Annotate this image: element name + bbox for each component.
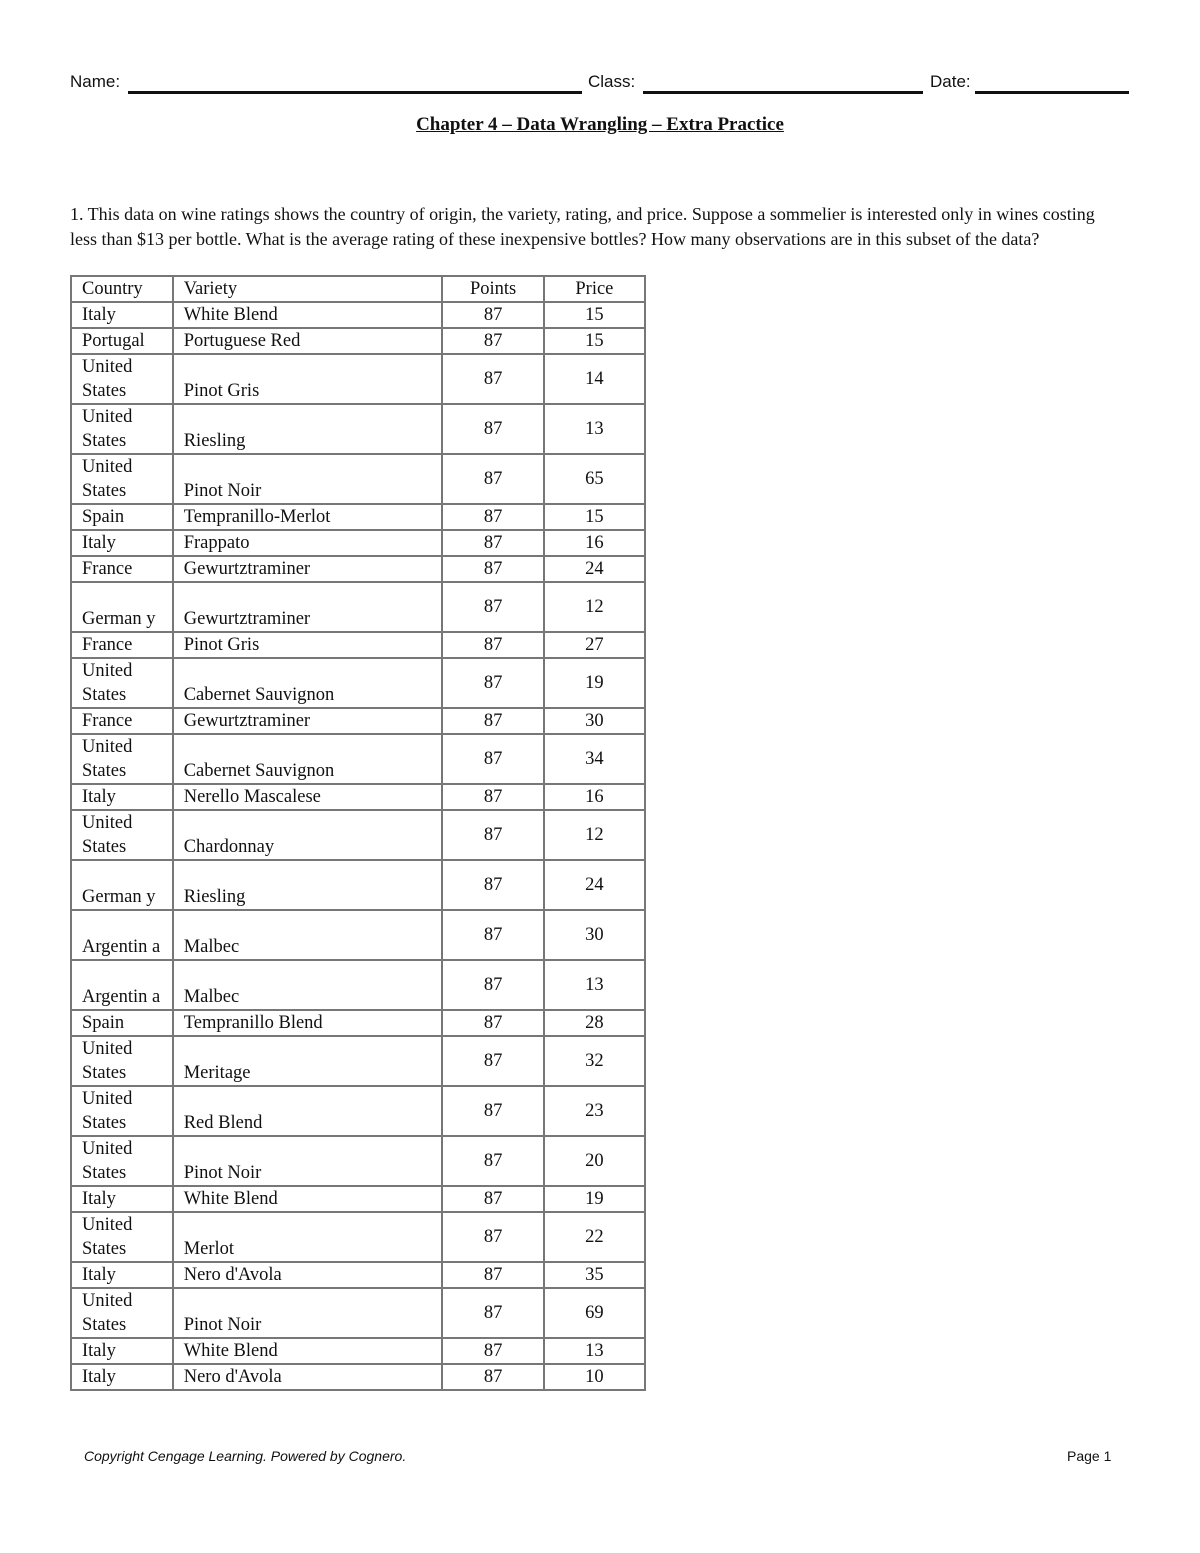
column-header-variety: Variety: [173, 276, 443, 302]
cell-points: 87: [442, 708, 543, 734]
table-header-row: [71, 276, 645, 302]
cell-variety: Chardonnay: [173, 810, 443, 860]
cell-country: United States: [71, 658, 173, 708]
table-row: [71, 1364, 645, 1390]
cell-points: 87: [442, 1262, 543, 1288]
cell-price: 13: [544, 404, 645, 454]
cell-points: 87: [442, 1136, 543, 1186]
cell-price: 15: [544, 302, 645, 328]
cell-price: 24: [544, 556, 645, 582]
cell-price: 23: [544, 1086, 645, 1136]
table-row: [71, 910, 645, 960]
cell-points: 87: [442, 860, 543, 910]
cell-points: 87: [442, 1036, 543, 1086]
cell-variety: Portuguese Red: [173, 328, 443, 354]
cell-points: 87: [442, 404, 543, 454]
cell-country: Italy: [71, 1338, 173, 1364]
cell-variety: Red Blend: [173, 1086, 443, 1136]
cell-country: Italy: [71, 530, 173, 556]
cell-variety: Pinot Gris: [173, 354, 443, 404]
cell-country: Italy: [71, 1262, 173, 1288]
cell-variety: Tempranillo Blend: [173, 1010, 443, 1036]
table-row: [71, 328, 645, 354]
cell-price: 14: [544, 354, 645, 404]
cell-variety: Gewurtztraminer: [173, 582, 443, 632]
cell-country: United States: [71, 354, 173, 404]
cell-variety: Pinot Gris: [173, 632, 443, 658]
cell-price: 13: [544, 1338, 645, 1364]
cell-points: 87: [442, 1288, 543, 1338]
table-row: [71, 1036, 645, 1086]
cell-price: 32: [544, 1036, 645, 1086]
cell-country: Italy: [71, 1364, 173, 1390]
cell-points: 87: [442, 354, 543, 404]
table-row: [71, 1212, 645, 1262]
column-header-points: Points: [442, 276, 543, 302]
cell-price: 35: [544, 1262, 645, 1288]
table-row: [71, 354, 645, 404]
class-line: [643, 91, 923, 94]
cell-points: 87: [442, 1212, 543, 1262]
cell-points: 87: [442, 632, 543, 658]
cell-points: 87: [442, 1364, 543, 1390]
cell-variety: Nerello Mascalese: [173, 784, 443, 810]
cell-price: 69: [544, 1288, 645, 1338]
cell-points: 87: [442, 784, 543, 810]
page-title: Chapter 4 – Data Wrangling – Extra Practice: [416, 114, 784, 135]
table-row: [71, 734, 645, 784]
cell-country: Argentin a: [71, 910, 173, 960]
table-row: [71, 454, 645, 504]
cell-country: Argentin a: [71, 960, 173, 1010]
cell-points: 87: [442, 530, 543, 556]
cell-country: Spain: [71, 504, 173, 530]
cell-variety: Malbec: [173, 960, 443, 1010]
name-label: Name:: [70, 72, 121, 91]
column-header-price: Price: [544, 276, 645, 302]
cell-points: 87: [442, 1086, 543, 1136]
table-row: [71, 504, 645, 530]
table-row: [71, 1136, 645, 1186]
cell-country: United States: [71, 454, 173, 504]
cell-country: German y: [71, 582, 173, 632]
cell-price: 19: [544, 1186, 645, 1212]
cell-variety: Cabernet Sauvignon: [173, 658, 443, 708]
class-label: Class:: [588, 72, 636, 91]
date-line: [975, 91, 1129, 94]
cell-price: 30: [544, 708, 645, 734]
cell-country: United States: [71, 734, 173, 784]
table-row: [71, 1338, 645, 1364]
cell-country: France: [71, 556, 173, 582]
cell-country: Portugal: [71, 328, 173, 354]
cell-price: 15: [544, 504, 645, 530]
cell-price: 27: [544, 632, 645, 658]
cell-points: 87: [442, 658, 543, 708]
cell-variety: Nero d'Avola: [173, 1262, 443, 1288]
cell-country: United States: [71, 1036, 173, 1086]
cell-price: 22: [544, 1212, 645, 1262]
cell-variety: White Blend: [173, 1186, 443, 1212]
cell-variety: Pinot Noir: [173, 1136, 443, 1186]
student-info-header: [70, 70, 1130, 96]
table-row: [71, 810, 645, 860]
cell-country: Italy: [71, 302, 173, 328]
cell-points: 87: [442, 910, 543, 960]
cell-country: France: [71, 632, 173, 658]
cell-points: 87: [442, 556, 543, 582]
cell-points: 87: [442, 960, 543, 1010]
cell-points: 87: [442, 734, 543, 784]
cell-variety: Riesling: [173, 404, 443, 454]
table-body: [71, 302, 645, 1390]
date-label: Date:: [930, 72, 971, 91]
cell-price: 12: [544, 582, 645, 632]
cell-variety: Frappato: [173, 530, 443, 556]
table-row: [71, 632, 645, 658]
cell-price: 28: [544, 1010, 645, 1036]
cell-variety: Tempranillo-Merlot: [173, 504, 443, 530]
cell-variety: Gewurtztraminer: [173, 708, 443, 734]
table-row: [71, 1288, 645, 1338]
table-row: [71, 404, 645, 454]
column-header-country: Country: [71, 276, 173, 302]
cell-price: 13: [544, 960, 645, 1010]
wine-ratings-table: [70, 275, 646, 1391]
cell-country: Italy: [71, 1186, 173, 1212]
cell-country: Italy: [71, 784, 173, 810]
table-row: [71, 530, 645, 556]
table-row: [71, 556, 645, 582]
question-text: 1. This data on wine ratings shows the country of origin, the variety, rating, and price. Suppose a sommelier is interested only in wines costing less than $13 per bottle. What is the average rating of these inexpensive bottles? How many observations are in this subset of the data?: [70, 204, 1095, 249]
table-row: [71, 658, 645, 708]
table-row: [71, 860, 645, 910]
cell-variety: Pinot Noir: [173, 454, 443, 504]
cell-variety: Meritage: [173, 1036, 443, 1086]
cell-points: 87: [442, 582, 543, 632]
cell-country: France: [71, 708, 173, 734]
cell-price: 15: [544, 328, 645, 354]
cell-variety: White Blend: [173, 302, 443, 328]
cell-variety: Pinot Noir: [173, 1288, 443, 1338]
cell-country: United States: [71, 404, 173, 454]
cell-points: 87: [442, 1338, 543, 1364]
cell-price: 24: [544, 860, 645, 910]
table-row: [71, 784, 645, 810]
cell-points: 87: [442, 328, 543, 354]
cell-country: German y: [71, 860, 173, 910]
cell-country: United States: [71, 810, 173, 860]
cell-points: 87: [442, 454, 543, 504]
table-row: [71, 708, 645, 734]
cell-country: United States: [71, 1288, 173, 1338]
cell-variety: Riesling: [173, 860, 443, 910]
cell-points: 87: [442, 1186, 543, 1212]
cell-price: 19: [544, 658, 645, 708]
table-row: [71, 302, 645, 328]
cell-country: Spain: [71, 1010, 173, 1036]
cell-points: 87: [442, 1010, 543, 1036]
table-row: [71, 1262, 645, 1288]
copyright-footer: Copyright Cengage Learning. Powered by Cognero.: [84, 1448, 407, 1464]
cell-price: 30: [544, 910, 645, 960]
cell-country: United States: [71, 1212, 173, 1262]
cell-variety: Nero d'Avola: [173, 1364, 443, 1390]
table-row: [71, 960, 645, 1010]
cell-price: 20: [544, 1136, 645, 1186]
cell-variety: Cabernet Sauvignon: [173, 734, 443, 784]
cell-price: 10: [544, 1364, 645, 1390]
cell-price: 65: [544, 454, 645, 504]
page-number: Page 1: [1067, 1448, 1112, 1464]
cell-country: United States: [71, 1086, 173, 1136]
cell-price: 34: [544, 734, 645, 784]
table-row: [71, 1010, 645, 1036]
cell-points: 87: [442, 302, 543, 328]
table-row: [71, 582, 645, 632]
table-row: [71, 1186, 645, 1212]
table-row: [71, 1086, 645, 1136]
cell-variety: Gewurtztraminer: [173, 556, 443, 582]
name-line: [128, 91, 582, 94]
cell-points: 87: [442, 504, 543, 530]
cell-variety: Malbec: [173, 910, 443, 960]
cell-country: United States: [71, 1136, 173, 1186]
cell-variety: White Blend: [173, 1338, 443, 1364]
cell-price: 16: [544, 530, 645, 556]
cell-points: 87: [442, 810, 543, 860]
cell-price: 16: [544, 784, 645, 810]
cell-price: 12: [544, 810, 645, 860]
cell-variety: Merlot: [173, 1212, 443, 1262]
